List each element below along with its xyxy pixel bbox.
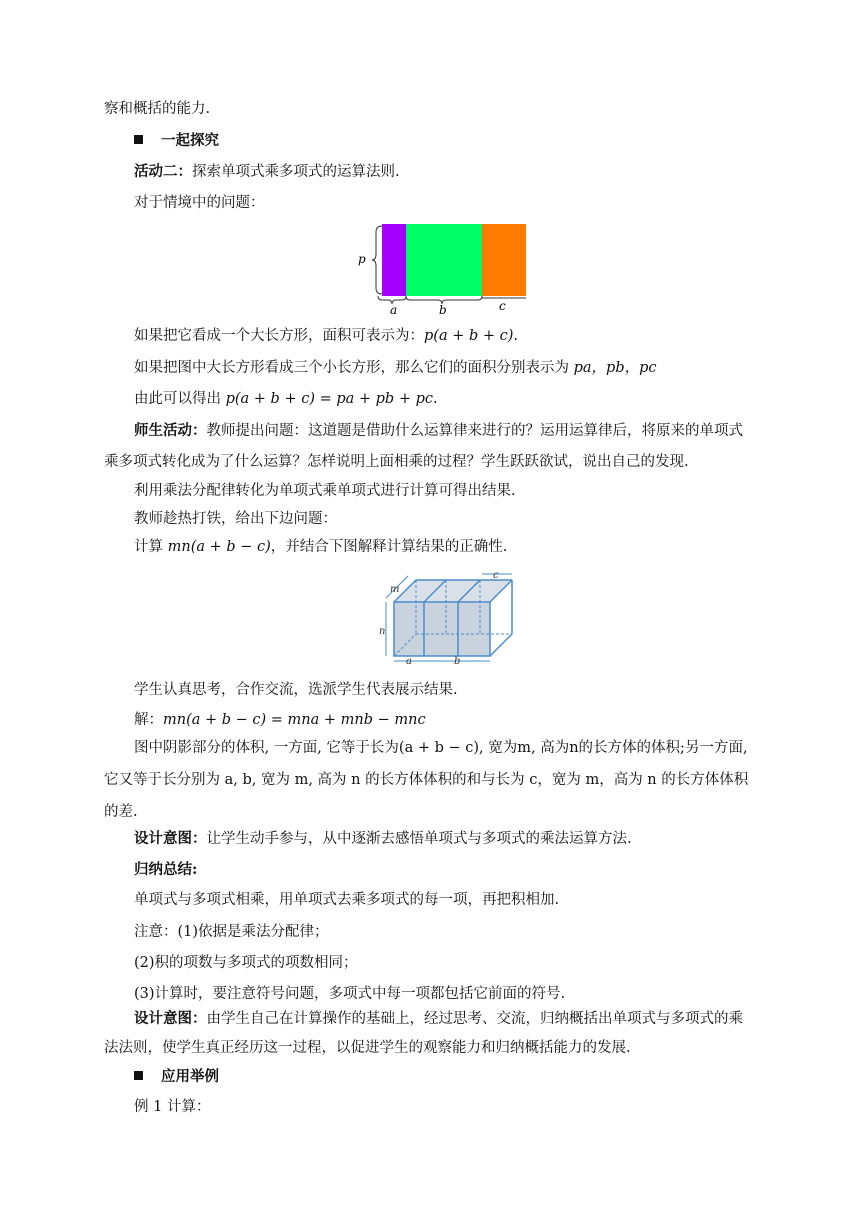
math-expression: p(a + b + c). <box>424 328 518 344</box>
text-line <box>134 710 426 730</box>
section-heading-text: 应用举例 <box>161 1068 219 1085</box>
shaded-region <box>394 602 490 656</box>
bullet-square-icon <box>134 135 143 144</box>
text-line <box>134 358 657 378</box>
paragraph-label: 师生活动： <box>134 422 207 439</box>
text-line: (2)积的项数与多项式的项数相同； <box>134 955 358 971</box>
math-expression: pa，pb，pc <box>573 360 657 376</box>
activity-text: 探索单项式乘多项式的运算法则. <box>192 164 400 180</box>
text-line <box>134 389 438 409</box>
section-heading-text: 一起探究 <box>161 132 219 149</box>
cuboid-figure <box>378 568 522 668</box>
section-heading <box>134 131 219 151</box>
section-heading <box>134 1067 219 1087</box>
text-line: 例 1 计算： <box>134 1099 211 1115</box>
label-c: c <box>499 299 506 313</box>
design-label: 设计意图： <box>134 830 207 847</box>
paragraph: 图中阴影部分的体积, 一方面, 它等于长为(a + b − c), 宽为m, 高为n的长方体的体积;另一方面, 它又等于长分别为 a, b, 宽为 m, 高为 n 的长方体体积的和与长为 c，宽为 m，高为 n 的长方体体积的差. <box>104 740 749 820</box>
text-line <box>134 829 632 849</box>
paragraph <box>104 1004 756 1063</box>
paragraph-text: 教师提出问题：这道题是借助什么运算律来进行的？运用运算律后，将原来的单项式乘多项式转化成为了什么运算？怎样说明上面相乘的过程？学生跃跃欲试，说出自己的发现. <box>104 423 743 470</box>
text-line <box>134 162 400 182</box>
label-c: c <box>493 570 499 581</box>
summary-heading: 归纳总结: <box>134 861 198 878</box>
text-line <box>134 326 518 346</box>
design-text: 由学生自己在计算操作的基础上，经过思考、交流，归纳概括出单项式与多项式的乘法法则，使学生真正经历这一过程，以促进学生的观察能力和归纳概括能力的发展. <box>104 1011 743 1056</box>
rect-b <box>406 224 482 296</box>
text-span: 计算 <box>134 539 168 555</box>
label-p: p <box>358 252 366 266</box>
text-line: 察和概括的能力. <box>104 101 211 117</box>
text-line: 单项式与多项式相乘，用单项式去乘多项式的每一项，再把积相加. <box>134 892 560 908</box>
text-line <box>134 537 507 557</box>
paragraph <box>104 415 756 478</box>
label-a: a <box>390 303 398 317</box>
text-span: 由此可以得出 <box>134 391 226 407</box>
label-a: a <box>406 656 412 667</box>
text-line: 对于情境中的问题： <box>134 195 265 211</box>
text-span: 解： <box>134 712 163 728</box>
label-b: b <box>454 656 461 667</box>
text-line: 教师趁热打铁，给出下边问题： <box>134 511 337 527</box>
text-span: 如果把它看成一个大长方形，面积可表示为： <box>134 328 424 344</box>
text-line: 利用乘法分配律转化为单项式乘单项式进行计算可得出结果. <box>134 483 516 499</box>
math-expression: p(a + b + c) = pa + pb + pc. <box>225 391 438 407</box>
math-expression: mn(a + b − c) <box>167 539 271 555</box>
text-line: (3)计算时，要注意符号问题，多项式中每一项都包括它前面的符号. <box>134 986 566 1002</box>
design-label: 设计意图： <box>134 1010 207 1027</box>
text-line: 注意：(1)依据是乘法分配律； <box>134 924 329 940</box>
bullet-square-icon <box>134 1071 143 1080</box>
label-b: b <box>439 303 447 317</box>
text-span: 如果把图中大长方形看成三个小长方形，那么它们的面积分别表示为 <box>134 360 574 376</box>
rect-a <box>382 224 406 296</box>
label-m: m <box>390 584 400 595</box>
rectangle-figure <box>352 218 532 318</box>
math-expression: mn(a + b − c) = mna + mnb − mnc <box>163 712 426 728</box>
design-text: 让学生动手参与，从中逐渐去感悟单项式与多项式的乘法运算方法. <box>206 831 632 847</box>
activity-label: 活动二： <box>134 163 192 180</box>
text-span: ，并结合下图解释计算结果的正确性. <box>270 539 508 555</box>
rect-c <box>482 224 526 296</box>
text-line: 学生认真思考，合作交流，选派学生代表展示结果. <box>134 682 458 698</box>
label-n: n <box>379 626 386 637</box>
